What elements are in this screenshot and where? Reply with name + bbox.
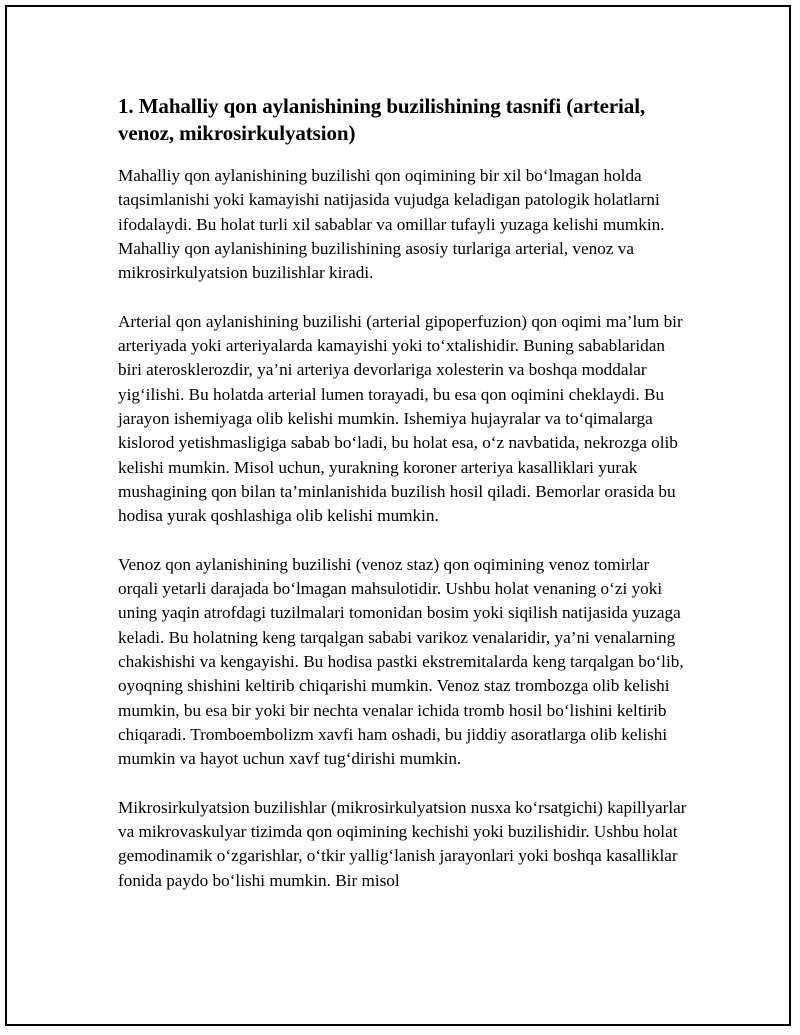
document-body — [118, 93, 688, 917]
paragraph-venous: Venoz qon aylanishining buzilishi (venoz staz) qon oqimining venoz tomirlar orqali yetarli darajada bo‘lmagan mahsulotidir. Ushbu holat venaning o‘zi yoki uning yaqin atrofdagi tuzilmalari tomonidan bosim yoki siqilish natijasida yuzaga keladi. Bu holatning keng tarqalgan sababi varikoz venalaridir, ya’ni venalarning chakishishi va kengayishi. Bu hodisa pastki ekstremitalarda keng tarqalgan bo‘lib, oyoqning shishini keltirib chiqarishi mumkin. Venoz staz trombozga olib kelishi mumkin, bu esa bir yoki bir nechta venalar ichida tromb hosil bo‘lishini keltirib chiqaradi. Tromboembolizm xavfi ham oshadi, bu jiddiy asoratlarga olib kelishi mumkin va hayot uchun xavf tug‘dirishi mumkin. — [118, 554, 684, 769]
section-heading: 1. Mahalliy qon aylanishining buzilishining tasnifi (arterial, venoz, mikrosirkulyatsion) — [118, 94, 646, 145]
paragraph-intro: Mahalliy qon aylanishining buzilishi qon oqimining bir xil bo‘lmagan holda taqsimlanishi yoki kamayishi natijasida vujudga keladigan patologik holatlarni ifodalaydi. Bu holat turli xil sabablar va omillar tufayli yuzaga kelishi mumkin. Mahalliy qon aylanishining buzilishining asosiy turlariga arterial, venoz va mikrosirkulyatsion buzilishlar kiradi. — [118, 166, 665, 283]
paragraph-microcirculatory: Mikrosirkulyatsion buzilishlar (mikrosirkulyatsion nusxa ko‘rsatgichi) kapillyarlar va mikrovaskulyar tizimda qon oqimining kechishi yoki buzilishidir. Ushbu holat gemodinamik o‘zgarishlar, o‘tkir yallig‘lanish jarayonlari yoki boshqa kasalliklar fonida paydo bo‘lishi mumkin. Bir misol — [118, 797, 687, 890]
paragraph-arterial: Arterial qon aylanishining buzilishi (arterial gipoperfuzion) qon oqimi ma’lum bir arteriyada yoki arteriyalarda kamayishi yoki to‘xtalishidir. Buning sabablaridan biri aterosklerozdir, ya’ni arteriya devorlariga xolesterin va boshqa moddalar yig‘ilishi. Bu holatda arterial lumen torayadi, bu esa qon oqimini cheklaydi. Bu jarayon ishemiyaga olib kelishi mumkin. Ishemiya hujayralar va to‘qimalarga kislorod yetishmasligiga sabab bo‘ladi, bu holat esa, o‘z navbatida, nekrozga olib kelishi mumkin. Misol uchun, yurakning koroner arteriya kasalliklari yurak mushagining qon bilan ta’minlanishida buzilish hosil qiladi. Bemorlar orasida bu hodisa yurak qoshlashiga olib kelishi mumkin. — [118, 311, 683, 526]
